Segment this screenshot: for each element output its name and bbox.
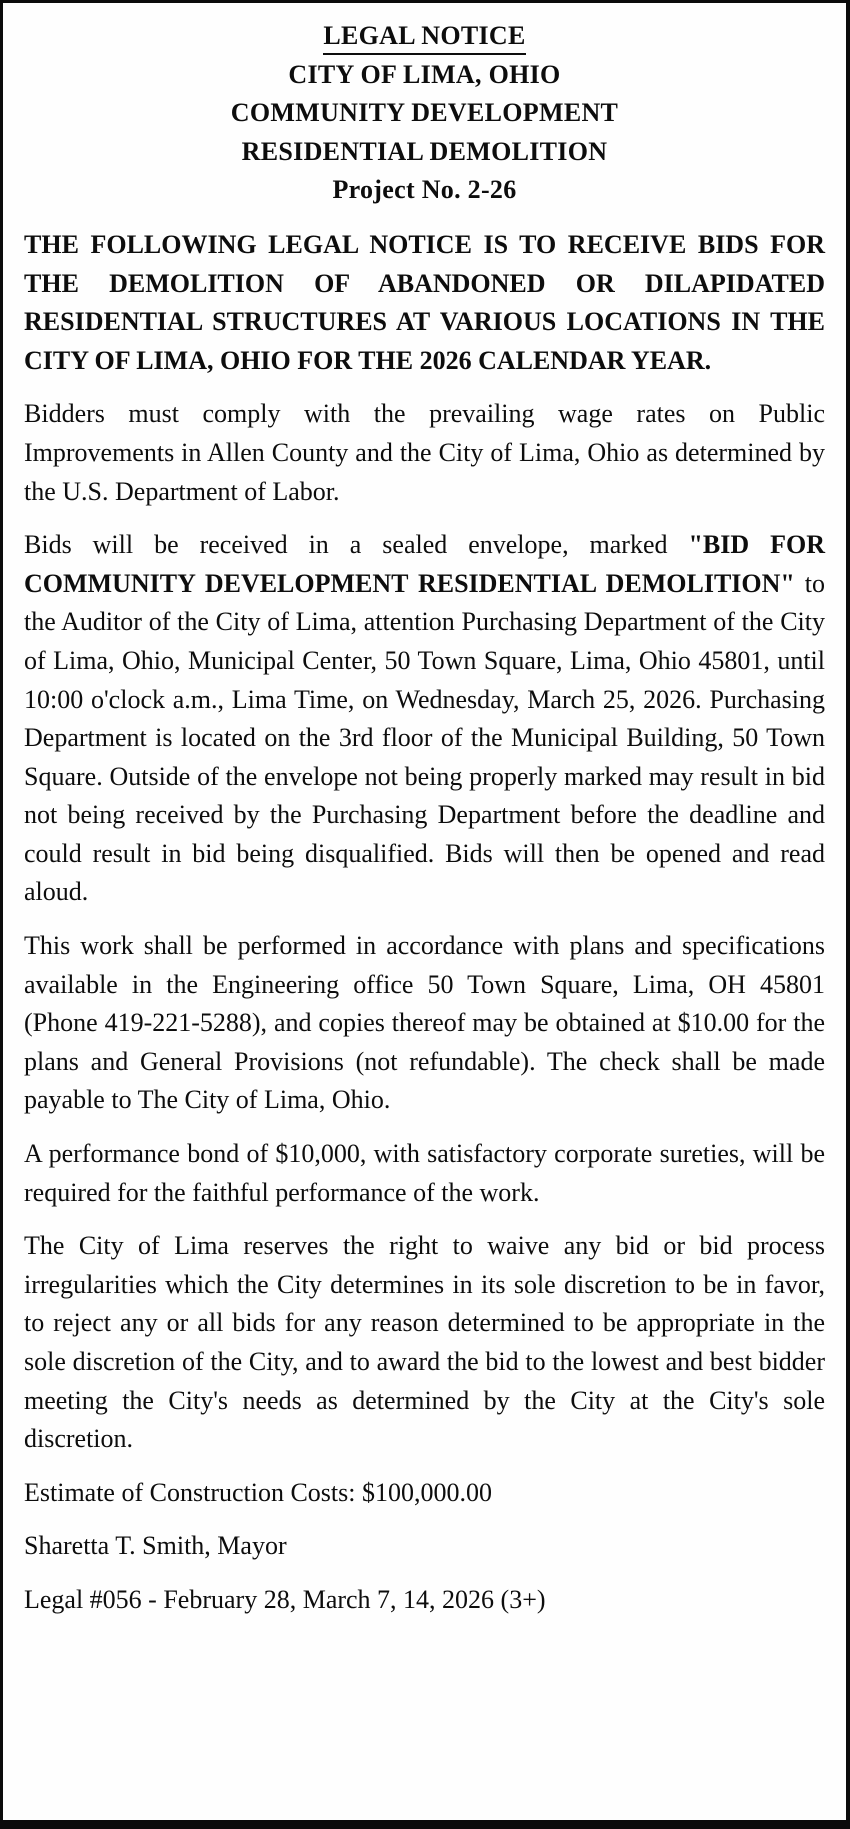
prevailing-wage-paragraph: Bidders must comply with the prevailing wage rates on Public Improvements in Allen County and the City of Lima, Ohio as determined by the U.S. Department of Labor. xyxy=(24,399,825,506)
page-title: LEGAL NOTICE xyxy=(323,19,525,55)
mayor-signature: Sharetta T. Smith, Mayor xyxy=(24,1531,287,1561)
bid-submission-text-end: to the Auditor of the City of Lima, attention Purchasing Department of the City of Lima, Ohio, Municipal Center, 50 Town Square, Lima, Ohio 45801, until 10:00 o'clock a.m., Lima Time, on Wednesday, March 25, 2026. Purchasing Department is located on the 3rd floor of the Municipal Building, 50 Town Square. Outside of the envelope not being properly marked may result in bid not being received by the Purchasing Department before the deadline and could result in bid being disqualified. Bids will then be opened and read aloud. xyxy=(24,568,825,907)
bid-envelope-label: "BID FOR COMMUNITY DEVELOPMENT RESIDENTIAL DEMOLITION" xyxy=(24,530,825,598)
plans-specifications-paragraph: This work shall be performed in accordance with plans and specifications available in the Engineering office 50 Town Square, Lima, OH 45801 (Phone 419-221-5288), and copies thereof may be obtained at $10.00 for the plans and General Provisions (not refundable). The check shall be made payable to The City of Lima, Ohio. xyxy=(24,931,825,1115)
notice-header xyxy=(24,17,825,210)
intro-paragraph: THE FOLLOWING LEGAL NOTICE IS TO RECEIVE BIDS FOR THE DEMOLITION OF ABANDONED OR DILAPIDATED RESIDENTIAL STRUCTURES AT VARIOUS LOCATIONS IN THE CITY OF LIMA, OHIO FOR THE 2026 CALENDAR YEAR. xyxy=(24,229,825,375)
notice-title-row xyxy=(24,17,825,56)
header-line-department: COMMUNITY DEVELOPMENT xyxy=(230,98,619,128)
header-line-project-number: Project No. 2-26 xyxy=(332,175,517,205)
legal-reference-line: Legal #056 - February 28, March 7, 14, 2026 (3+) xyxy=(24,1584,546,1614)
bid-submission-text-start: Bids will be received in a sealed envelope, marked xyxy=(24,530,689,560)
performance-bond-paragraph: A performance bond of $10,000, with satisfactory corporate sureties, will be required for the faithful performance of the work. xyxy=(24,1139,825,1207)
construction-cost-estimate: Estimate of Construction Costs: $100,000.00 xyxy=(24,1477,492,1507)
bid-submission-paragraph xyxy=(24,526,825,912)
header-line-city: CITY OF LIMA, OHIO xyxy=(288,59,561,89)
city-rights-paragraph: The City of Lima reserves the right to waive any bid or bid process irregularities which the City determines in its sole discretion to be in favor, to reject any or all bids for any reason determined to be appropriate in the sole discretion of the City, and to award the bid to the lowest and best bidder meeting the City's needs as determined by the City at the City's sole discretion. xyxy=(24,1231,825,1454)
header-line-project-type: RESIDENTIAL DEMOLITION xyxy=(241,136,608,166)
